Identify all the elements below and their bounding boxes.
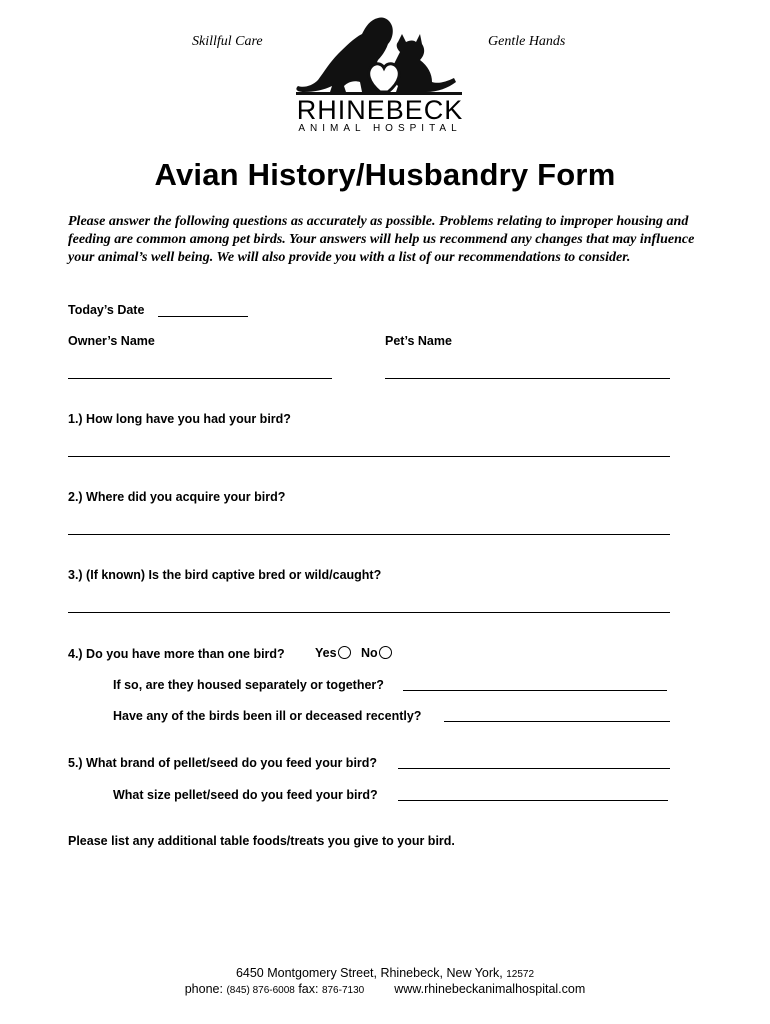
answer-5a-field[interactable] [398, 800, 668, 801]
pet-name-field[interactable] [385, 378, 670, 379]
owner-name-field[interactable] [68, 378, 332, 379]
hospital-logo [294, 16, 466, 138]
answer-2-field[interactable] [68, 534, 670, 535]
zip-code: 12572 [506, 969, 535, 980]
question-5: 5.) What brand of pellet/seed do you feed your bird? [68, 756, 378, 770]
todays-date-field[interactable] [158, 316, 248, 317]
logo-subtitle: ANIMAL HOSPITAL [298, 123, 462, 134]
answer-5-field[interactable] [398, 768, 670, 769]
table-foods-answer-area[interactable] [68, 856, 670, 956]
page-title: Avian History/Husbandry Form [154, 157, 616, 192]
pet-name-label: Pet’s Name [385, 334, 452, 348]
no-label: No [361, 646, 378, 660]
yes-option[interactable] [315, 646, 351, 660]
website-link[interactable]: www.rhinebeckanimalhospital.com [394, 982, 586, 996]
answer-3-field[interactable] [68, 612, 670, 613]
yes-label: Yes [315, 646, 337, 660]
question-1: 1.) How long have you had your bird? [68, 412, 291, 426]
phone-number: (845) 876-6008 [226, 985, 295, 996]
footer-contact [0, 982, 770, 996]
fax-label: fax: [294, 982, 322, 996]
fax-number: 876-7130 [321, 985, 365, 996]
question-4: 4.) Do you have more than one bird? [68, 647, 285, 661]
phone-label: phone: [184, 982, 227, 996]
question-4a: If so, are they housed separately or together? [113, 678, 384, 692]
question-4b: Have any of the birds been ill or deceased recently? [113, 709, 422, 723]
logo-wordmark: RHINEBECK [296, 95, 464, 125]
intro-paragraph: Please answer the following questions as accurately as possible. Problems relating to improper housing and feeding are common among pet birds. Your answers will help us recommend any changes that may influence your animal’s well being. We will also provide you with a list of our recommendations to consider. [68, 214, 695, 265]
address-text: 6450 Montgomery Street, Rhinebeck, New York, [235, 966, 507, 980]
dog-cat-heart-icon [294, 16, 466, 98]
tagline-left: Skillful Care [192, 34, 263, 49]
question-5a: What size pellet/seed do you feed your bird? [113, 788, 378, 802]
owner-name-label: Owner’s Name [68, 334, 155, 348]
footer-address [0, 966, 770, 980]
todays-date-label: Today’s Date [68, 303, 145, 317]
no-option[interactable] [361, 646, 392, 660]
tagline-right: Gentle Hands [488, 34, 566, 49]
answer-4a-field[interactable] [403, 690, 667, 691]
answer-4b-field[interactable] [444, 721, 670, 722]
table-foods-prompt: Please list any additional table foods/treats you give to your bird. [68, 834, 455, 848]
no-radio[interactable] [379, 646, 392, 659]
yes-radio[interactable] [338, 646, 351, 659]
answer-1-field[interactable] [68, 456, 670, 457]
question-3: 3.) (If known) Is the bird captive bred or wild/caught? [68, 568, 382, 582]
question-2: 2.) Where did you acquire your bird? [68, 490, 286, 504]
